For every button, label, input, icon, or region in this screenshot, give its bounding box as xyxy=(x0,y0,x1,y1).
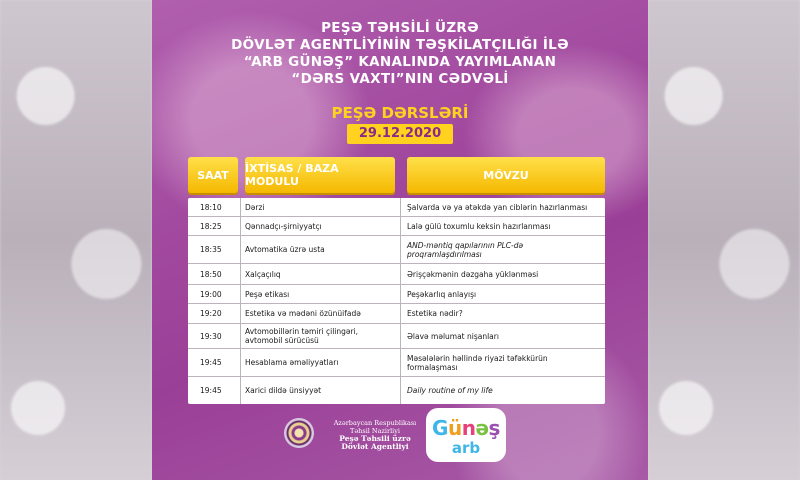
row-time: 19:30 xyxy=(200,331,222,341)
table-row xyxy=(188,217,605,236)
header-movzu: MÖVZU xyxy=(407,157,605,193)
agency-emblem-icon xyxy=(284,418,314,448)
row-time: 19:20 xyxy=(200,309,222,318)
row-program: Avtomobillərin təmiri çilingəri, avtomobil sürücüsü xyxy=(245,327,359,345)
row-topic: AND-məntiq qapılarının PLC-də proqramlaşdırılması xyxy=(407,240,524,259)
row-program: Xarici dildə ünsiyyət xyxy=(245,386,322,395)
logo-letter: G xyxy=(432,416,448,440)
row-program: Avtomatika üzrə usta xyxy=(245,245,325,254)
background-right xyxy=(648,0,800,480)
title-line: PEŞƏ TƏHSİLİ ÜZRƏ xyxy=(321,20,479,36)
row-time: 18:25 xyxy=(200,221,222,231)
title-line: “DƏRS VAXTI”NIN CƏDVƏLİ xyxy=(291,71,509,87)
row-program: Dərzi xyxy=(245,202,265,212)
schedule-poster xyxy=(152,0,648,480)
row-program: Qənnadçı-şirniyyatçı xyxy=(245,221,322,231)
row-topic: Estetika nədir? xyxy=(407,309,463,318)
title-line: DÖVLƏT AGENTLİYİNİN TƏŞKİLATÇILIĞI İLƏ xyxy=(231,37,569,53)
row-topic: Lalə gülü toxumlu keksin hazırlanması xyxy=(407,221,551,231)
org-line: Dövlət Agentliyi xyxy=(341,442,409,451)
schedule-table xyxy=(188,198,605,404)
row-program: Estetika və mədəni özünüifadə xyxy=(245,309,361,318)
row-time: 18:35 xyxy=(200,245,222,254)
row-topic: Daily routine of my life xyxy=(407,386,493,395)
poster-subtitle: PEŞƏ DƏRSLƏRİ xyxy=(331,104,469,122)
row-topic: Ərişçəkmənin dəzgaha yüklənməsi xyxy=(407,269,539,279)
org-line: Peşə Təhsili üzrə xyxy=(339,434,411,443)
table-row xyxy=(188,236,605,264)
header-saat: SAAT xyxy=(188,157,238,193)
org-line: Azərbaycan Respublikası xyxy=(333,419,417,427)
background-left xyxy=(0,0,152,480)
title-line: “ARB GÜNƏŞ” KANALINDA YAYIMLANAN xyxy=(243,54,557,70)
row-topic: Əlavə məlumat nişanları xyxy=(407,331,499,341)
row-time: 19:45 xyxy=(200,358,222,367)
logo-letter: n xyxy=(461,416,476,440)
row-time: 18:10 xyxy=(200,202,222,212)
logo-letter: ü xyxy=(447,416,462,440)
poster-title xyxy=(152,20,648,88)
logo-wordmark xyxy=(430,416,502,440)
row-time: 18:50 xyxy=(200,269,222,279)
row-program: Hesablama əməliyyatları xyxy=(245,358,339,367)
table-row xyxy=(188,264,605,285)
logo-subtext: arb xyxy=(451,439,481,457)
row-topic: Şalvarda və ya ətəkdə yan ciblərin hazırlanması xyxy=(407,202,588,212)
arb-gunes-logo xyxy=(426,408,506,462)
table-row xyxy=(188,377,605,404)
date-badge: 29.12.2020 xyxy=(347,124,453,144)
row-time: 19:45 xyxy=(200,386,222,395)
table-row xyxy=(188,285,605,304)
table-row xyxy=(188,324,605,349)
table-row xyxy=(188,349,605,377)
agency-name xyxy=(320,419,430,451)
org-line: Təhsil Nazirliyi xyxy=(349,427,400,435)
row-program: Peşə etikası xyxy=(245,289,290,299)
table-row xyxy=(188,304,605,324)
logo-letter: ə xyxy=(475,416,489,440)
row-topic: Peşəkarlıq anlayışı xyxy=(407,289,477,299)
table-row xyxy=(188,198,605,217)
row-program: Xalçaçılıq xyxy=(245,269,281,279)
logo-letter: ş xyxy=(488,416,500,440)
row-topic: Məsələlərin həllində riyazi təfəkkürün formalaşması xyxy=(407,353,548,372)
header-ixtisas: İXTİSAS / BAZA MODULU xyxy=(245,157,395,193)
row-time: 19:00 xyxy=(200,289,222,299)
